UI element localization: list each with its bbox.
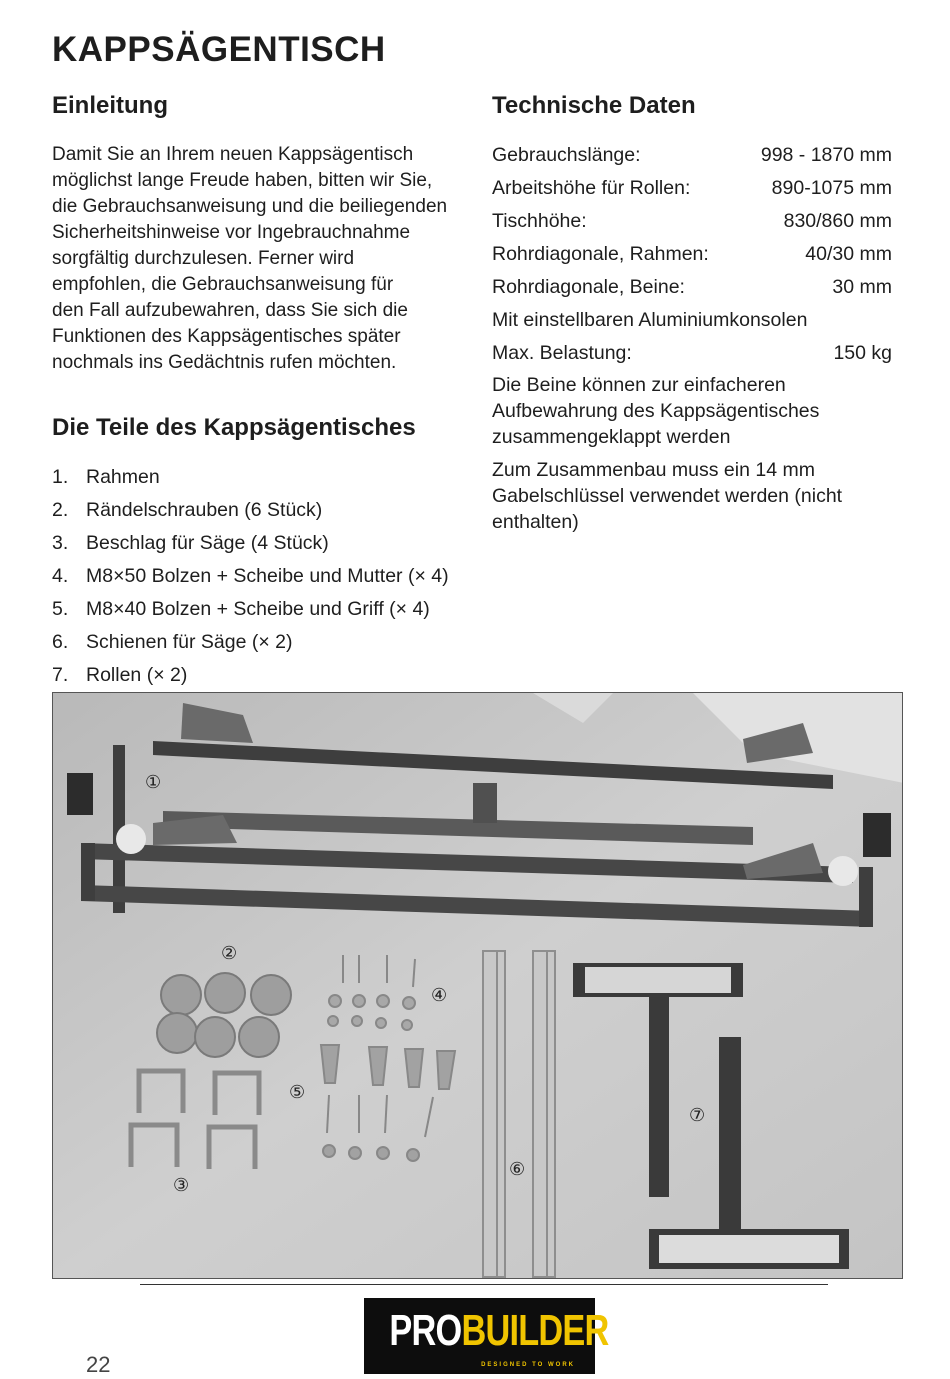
item-number: 1. [52,466,69,488]
intro-line: sorgfältig durchzulesen. Ferner wird [52,248,355,269]
footer-divider [140,1284,828,1285]
intro-line: die Gebrauchsanweisung und die beiliegenden [52,196,448,217]
intro-paragraph [52,142,472,376]
intro-line: Sicherheitshinweise vor Ingebrauchnahme [52,222,411,243]
item-text: M8×40 Bolzen + Scheibe und Griff (× 4) [86,598,430,620]
tech-heading: Technische Daten [492,92,696,119]
note-line: Zum Zusammenbau muss ein 14 mm [492,459,815,481]
spec-note-wrench [492,457,892,535]
spec-table [492,141,892,542]
item-number: 2. [52,499,69,521]
list-item [52,628,449,661]
page-number: 22 [86,1352,111,1377]
marker-2: ② [221,943,238,964]
spec-row [492,306,892,339]
spec-note-folding [492,372,892,450]
item-number: 7. [52,664,69,686]
probuilder-logo [364,1298,609,1374]
logo-pro: PRO [389,1306,462,1355]
parts-photo [52,692,903,1279]
note-line: Aufbewahrung des Kappsägentisches [492,400,820,422]
item-text: M8×50 Bolzen + Scheibe und Mutter (× 4) [86,565,449,587]
logo-wordmark [389,1306,609,1356]
spec-label: Gebrauchslänge: [492,144,641,166]
list-item [52,562,449,595]
logo-tagline: DESIGNED TO WORK [481,1362,575,1368]
spec-value: 40/30 mm [805,243,892,265]
note-line: Gabelschlüssel verwendet werden (nicht [492,485,843,507]
spec-label: Arbeitshöhe für Rollen: [492,177,691,199]
intro-line: nochmals ins Gedächtnis rufen möchten. [52,352,397,373]
list-item [52,463,449,496]
parts-photo-illustration [53,693,903,1279]
spec-row [492,273,892,306]
spec-value: 998 - 1870 mm [760,144,892,166]
item-text: Schienen für Säge (× 2) [86,631,293,653]
page-title: KAPPSÄGENTISCH [52,30,386,69]
spec-row [492,339,892,372]
marker-4: ④ [431,985,448,1006]
marker-5: ⑤ [289,1082,306,1103]
spec-label: Rohrdiagonale, Rahmen: [492,243,709,265]
note-line: enthalten) [492,511,579,533]
list-item [52,529,449,562]
spec-row [492,174,892,207]
note-line: zusammengeklappt werden [492,426,731,448]
spec-row [492,207,892,240]
spec-label: Tischhöhe: [492,210,587,232]
spec-label: Max. Belastung: [492,342,632,364]
note-line: Die Beine können zur einfacheren [492,374,786,396]
item-number: 5. [52,598,69,620]
spec-value: 890-1075 mm [771,177,892,199]
marker-6: ⑥ [509,1159,526,1180]
intro-line: den Fall aufzubewahren, dass Sie sich die [52,300,408,321]
parts-list [52,463,449,694]
spec-value: 830/860 mm [783,210,892,232]
intro-heading: Einleitung [52,92,168,119]
marker-3: ③ [173,1175,190,1196]
intro-line: Funktionen des Kappsägentisches später [52,326,401,347]
item-text: Rollen (× 2) [86,664,188,686]
intro-line: Damit Sie an Ihrem neuen Kappsägentisch [52,144,414,165]
spec-label: Rohrdiagonale, Beine: [492,276,685,298]
intro-line: empfohlen, die Gebrauchsanweisung für [52,274,394,295]
item-number: 3. [52,532,69,554]
list-item [52,496,449,529]
intro-line: möglichst lange Freude haben, bitten wir Sie, [52,170,433,191]
marker-7: ⑦ [689,1105,706,1126]
list-item [52,595,449,628]
item-text: Rändelschrauben (6 Stück) [86,499,323,521]
marker-1: ① [145,772,162,793]
spec-row [492,240,892,273]
spec-value: 150 kg [833,342,892,364]
item-text: Rahmen [86,466,160,488]
spec-row [492,141,892,174]
item-number: 6. [52,631,69,653]
spec-label: Mit einstellbaren Aluminiumkonsolen [492,309,808,331]
logo-builder: BUILDER [461,1306,609,1355]
parts-heading: Die Teile des Kappsägentisches [52,414,416,441]
spec-value: 30 mm [832,276,892,298]
list-item [52,661,449,694]
item-number: 4. [52,565,69,587]
item-text: Beschlag für Säge (4 Stück) [86,532,329,554]
